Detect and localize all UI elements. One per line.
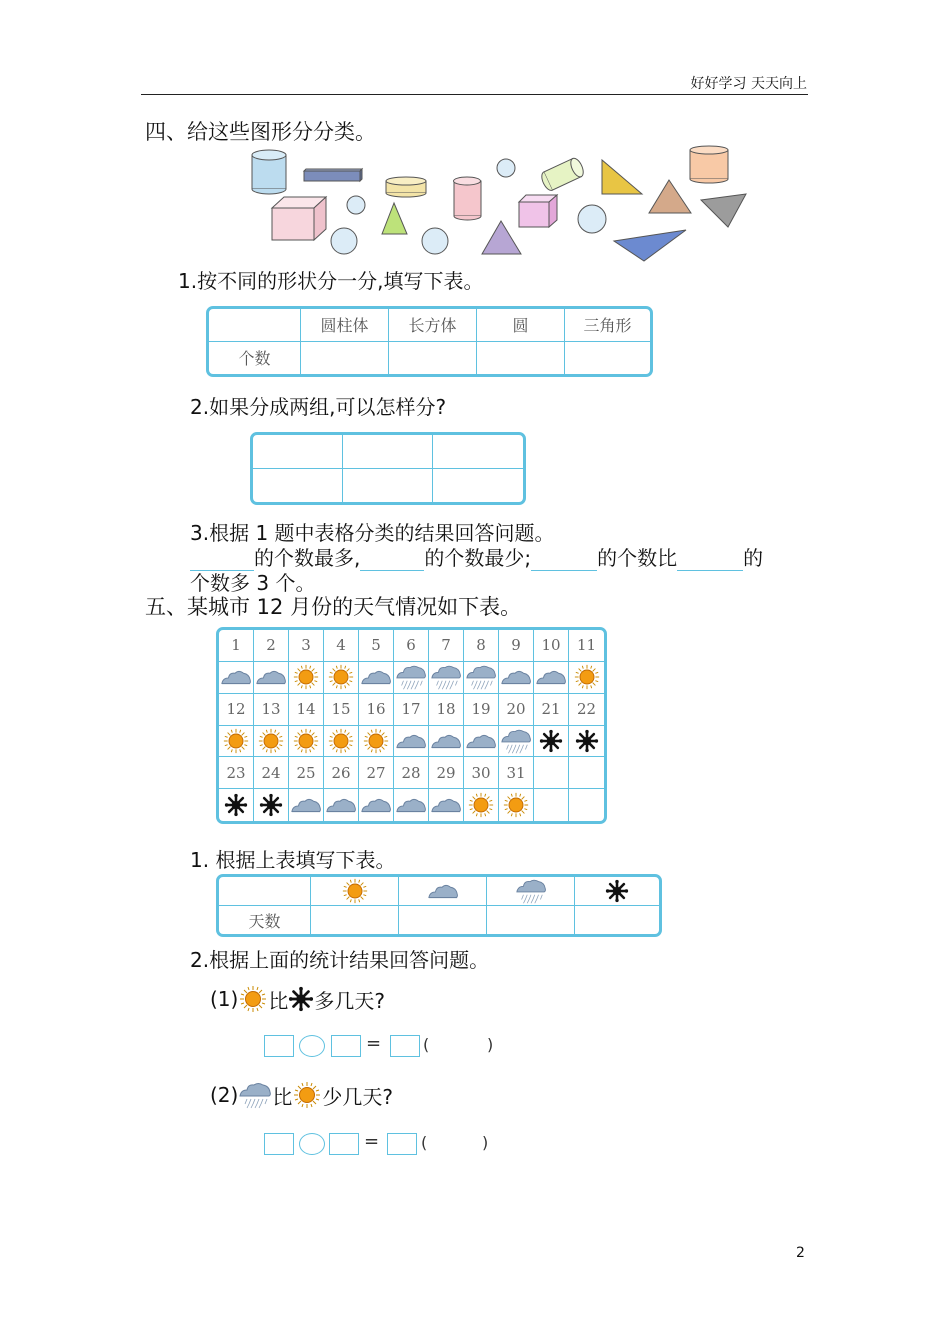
shapes-illustration bbox=[245, 143, 755, 265]
cloudy-icon bbox=[500, 666, 532, 688]
calendar-weather-cell bbox=[219, 662, 254, 694]
weather-count-table bbox=[216, 874, 662, 937]
calendar-weather-cell bbox=[394, 726, 429, 758]
cloudy-icon bbox=[535, 666, 567, 688]
answer-cell[interactable] bbox=[575, 906, 659, 934]
triangle-shape bbox=[602, 160, 642, 194]
calendar-date-cell: 30 bbox=[464, 757, 499, 789]
rainy-icon bbox=[395, 664, 427, 690]
calendar-weather-cell bbox=[464, 662, 499, 694]
paren-open: ( bbox=[421, 1133, 428, 1152]
question-5-title: 五、某城市 12 月份的天气情况如下表。 bbox=[145, 595, 522, 619]
q4-sub3-line2: 个数多 3 个。 bbox=[190, 571, 316, 595]
calendar-date-cell: 22 bbox=[569, 694, 604, 726]
fill-text: 的个数比 bbox=[597, 546, 678, 570]
snowy-icon bbox=[605, 879, 629, 903]
answer-blank[interactable] bbox=[531, 549, 597, 571]
calendar-weather-cell bbox=[429, 789, 464, 821]
grouping-table bbox=[250, 432, 526, 505]
table-header-snowy bbox=[575, 877, 659, 906]
compare-word: 比 bbox=[272, 1084, 293, 1109]
calendar-date-cell: 3 bbox=[289, 630, 324, 662]
triangle-shape bbox=[614, 230, 686, 261]
calendar-date-cell: 13 bbox=[254, 694, 289, 726]
question-number: (1) bbox=[210, 987, 239, 1011]
calendar-weather-cell bbox=[534, 789, 569, 821]
table-header-cell bbox=[209, 309, 301, 342]
calendar-date-cell: 18 bbox=[429, 694, 464, 726]
paren-close: ) bbox=[482, 1133, 489, 1152]
calendar-date-cell: 1 bbox=[219, 630, 254, 662]
sunny-icon bbox=[222, 727, 250, 755]
calendar-weather-cell bbox=[499, 662, 534, 694]
compare-word: 比 bbox=[268, 988, 289, 1013]
paren-open: ( bbox=[423, 1035, 430, 1054]
sunny-icon bbox=[292, 663, 320, 691]
calendar-date-cell: 4 bbox=[324, 630, 359, 662]
calendar-date-cell: 24 bbox=[254, 757, 289, 789]
calendar-weather-cell bbox=[324, 789, 359, 821]
calendar-date-cell: 26 bbox=[324, 757, 359, 789]
calendar-weather-cell bbox=[254, 662, 289, 694]
equation-box[interactable] bbox=[329, 1133, 359, 1155]
sunny-icon bbox=[327, 727, 355, 755]
calendar-date-cell: 28 bbox=[394, 757, 429, 789]
calendar-weather-cell bbox=[569, 662, 604, 694]
equation-box[interactable] bbox=[264, 1035, 294, 1057]
equation-box[interactable] bbox=[264, 1133, 294, 1155]
sunny-icon bbox=[327, 663, 355, 691]
snowy-icon bbox=[224, 793, 248, 817]
calendar-date-cell: 21 bbox=[534, 694, 569, 726]
calendar-weather-cell bbox=[359, 726, 394, 758]
fill-text: 的个数最多, bbox=[254, 546, 361, 570]
calendar-date-cell: 31 bbox=[499, 757, 534, 789]
calendar-date-cell: 9 bbox=[499, 630, 534, 662]
q5-question-1 bbox=[210, 984, 385, 1014]
calendar-date-cell: 11 bbox=[569, 630, 604, 662]
calendar-date-cell: 19 bbox=[464, 694, 499, 726]
table-header-circle: 圆 bbox=[477, 309, 565, 342]
cloudy-icon bbox=[395, 730, 427, 752]
calendar-weather-cell bbox=[394, 662, 429, 694]
answer-cell[interactable] bbox=[253, 469, 343, 503]
q4-sub2: 2.如果分成两组,可以怎样分? bbox=[190, 395, 447, 419]
calendar-weather-cell bbox=[464, 789, 499, 821]
table-row-label: 个数 bbox=[209, 342, 301, 375]
calendar-weather-cell bbox=[219, 726, 254, 758]
calendar-weather-cell bbox=[324, 662, 359, 694]
cloudy-icon bbox=[395, 794, 427, 816]
table-header-sunny bbox=[311, 877, 399, 906]
calendar-date-cell: 15 bbox=[324, 694, 359, 726]
calendar-weather-cell bbox=[429, 726, 464, 758]
rainy-icon bbox=[500, 728, 532, 754]
answer-cell[interactable] bbox=[433, 469, 523, 503]
operator-oval[interactable] bbox=[299, 1133, 325, 1155]
calendar-date-cell: 27 bbox=[359, 757, 394, 789]
equals-sign: = bbox=[364, 1131, 380, 1152]
snowy-icon bbox=[288, 986, 314, 1012]
calendar-date-cell: 6 bbox=[394, 630, 429, 662]
calendar-weather-cell bbox=[534, 726, 569, 758]
snowy-icon bbox=[259, 793, 283, 817]
equals-sign: = bbox=[366, 1033, 382, 1054]
answer-cell[interactable] bbox=[311, 906, 399, 934]
table-row-label: 天数 bbox=[219, 906, 311, 934]
calendar-weather-cell bbox=[534, 662, 569, 694]
answer-cell[interactable] bbox=[399, 906, 487, 934]
sunny-icon bbox=[292, 727, 320, 755]
q5-sub1: 1. 根据上表填写下表。 bbox=[190, 848, 396, 872]
calendar-date-cell: 7 bbox=[429, 630, 464, 662]
cylinder-shape bbox=[539, 156, 586, 192]
calendar-date-cell bbox=[534, 757, 569, 789]
table-header-rainy bbox=[487, 877, 575, 906]
circle-shape bbox=[578, 205, 606, 233]
triangle-shape bbox=[649, 180, 691, 213]
calendar-weather-cell bbox=[569, 789, 604, 821]
calendar-weather-cell bbox=[289, 789, 324, 821]
circle-shape bbox=[422, 228, 448, 254]
calendar-weather-cell bbox=[499, 789, 534, 821]
calendar-weather-cell bbox=[289, 726, 324, 758]
answer-cell[interactable] bbox=[477, 342, 565, 375]
answer-blank[interactable] bbox=[677, 549, 743, 571]
fill-text: 的 bbox=[743, 546, 764, 570]
answer-cell[interactable] bbox=[343, 469, 433, 503]
answer-cell[interactable] bbox=[253, 435, 343, 469]
question-tail: 少几天? bbox=[322, 1084, 393, 1109]
shape-count-table bbox=[206, 306, 653, 377]
cylinder-shape bbox=[252, 150, 286, 194]
sunny-icon bbox=[467, 791, 495, 819]
table-header-cuboid: 长方体 bbox=[389, 309, 477, 342]
calendar-date-cell: 14 bbox=[289, 694, 324, 726]
triangle-shape bbox=[382, 203, 407, 234]
circle-shape bbox=[347, 196, 365, 214]
calendar-date-cell: 29 bbox=[429, 757, 464, 789]
calendar-date-cell: 23 bbox=[219, 757, 254, 789]
answer-cell[interactable] bbox=[565, 342, 650, 375]
question-4-title: 四、给这些图形分分类。 bbox=[145, 120, 376, 144]
q4-sub1: 1.按不同的形状分一分,填写下表。 bbox=[178, 269, 484, 293]
sunny-icon bbox=[257, 727, 285, 755]
cloudy-icon bbox=[430, 730, 462, 752]
cuboid-shape bbox=[272, 197, 326, 240]
cylinder-shape bbox=[454, 177, 482, 220]
snowy-icon bbox=[575, 729, 599, 753]
q5-sub2: 2.根据上面的统计结果回答问题。 bbox=[190, 948, 490, 972]
question-tail: 多几天? bbox=[314, 988, 385, 1013]
calendar-date-cell: 10 bbox=[534, 630, 569, 662]
cloudy-icon bbox=[220, 666, 252, 688]
cloudy-icon bbox=[430, 794, 462, 816]
equation-box[interactable] bbox=[387, 1133, 417, 1155]
sunny-icon bbox=[341, 877, 369, 905]
calendar-weather-cell bbox=[289, 662, 324, 694]
page-number: 2 bbox=[796, 1245, 805, 1261]
snowy-icon bbox=[539, 729, 563, 753]
sunny-icon bbox=[502, 791, 530, 819]
header-divider bbox=[141, 94, 808, 95]
calendar-date-cell: 2 bbox=[254, 630, 289, 662]
q5-question-2 bbox=[210, 1080, 393, 1110]
fill-text: 的个数最少; bbox=[424, 546, 532, 570]
calendar-weather-cell bbox=[394, 789, 429, 821]
calendar-weather-cell bbox=[499, 726, 534, 758]
answer-cell[interactable] bbox=[389, 342, 477, 375]
triangle-shape bbox=[482, 221, 521, 254]
header-motto: 好好学习 天天向上 bbox=[690, 76, 807, 92]
table-header-cell bbox=[219, 877, 311, 906]
cloudy-icon bbox=[325, 794, 357, 816]
calendar-date-cell: 8 bbox=[464, 630, 499, 662]
table-header-cylinder: 圆柱体 bbox=[301, 309, 389, 342]
rainy-icon bbox=[465, 664, 497, 690]
calendar-date-cell bbox=[569, 757, 604, 789]
calendar-date-cell: 17 bbox=[394, 694, 429, 726]
calendar-weather-cell bbox=[359, 662, 394, 694]
cloudy-icon bbox=[290, 794, 322, 816]
answer-cell[interactable] bbox=[301, 342, 389, 375]
cloudy-icon bbox=[465, 730, 497, 752]
rainy-icon bbox=[430, 664, 462, 690]
answer-blank[interactable] bbox=[360, 549, 424, 571]
calendar-date-cell: 16 bbox=[359, 694, 394, 726]
calendar-weather-cell bbox=[324, 726, 359, 758]
cloudy-icon bbox=[360, 666, 392, 688]
cylinder-shape bbox=[386, 177, 426, 197]
calendar-date-cell: 12 bbox=[219, 694, 254, 726]
sunny-icon bbox=[292, 1080, 322, 1110]
answer-cell[interactable] bbox=[433, 435, 523, 469]
equation-box[interactable] bbox=[331, 1035, 361, 1057]
calendar-date-cell: 25 bbox=[289, 757, 324, 789]
calendar-weather-cell bbox=[429, 662, 464, 694]
weather-calendar bbox=[216, 627, 607, 824]
calendar-weather-cell bbox=[569, 726, 604, 758]
calendar-date-cell: 20 bbox=[499, 694, 534, 726]
calendar-weather-cell bbox=[464, 726, 499, 758]
cylinder-shape bbox=[690, 146, 728, 183]
sunny-icon bbox=[573, 663, 601, 691]
calendar-weather-cell bbox=[359, 789, 394, 821]
operator-oval[interactable] bbox=[299, 1035, 325, 1057]
cloudy-icon bbox=[360, 794, 392, 816]
equation-box[interactable] bbox=[390, 1035, 420, 1057]
table-header-triangle: 三角形 bbox=[565, 309, 650, 342]
answer-cell[interactable] bbox=[487, 906, 575, 934]
answer-cell[interactable] bbox=[343, 435, 433, 469]
question-number: (2) bbox=[210, 1083, 239, 1107]
cloudy-icon bbox=[427, 880, 459, 902]
calendar-weather-cell bbox=[219, 789, 254, 821]
q4-sub3: 3.根据 1 题中表格分类的结果回答问题。 bbox=[190, 521, 555, 545]
table-header-cloudy bbox=[399, 877, 487, 906]
calendar-weather-cell bbox=[254, 789, 289, 821]
circle-shape bbox=[497, 159, 515, 177]
cloudy-icon bbox=[255, 666, 287, 688]
rainy-icon bbox=[515, 878, 547, 904]
circle-shape bbox=[331, 228, 357, 254]
calendar-date-cell: 5 bbox=[359, 630, 394, 662]
cuboid-shape bbox=[304, 169, 362, 181]
cuboid-shape bbox=[519, 195, 557, 227]
calendar-weather-cell bbox=[254, 726, 289, 758]
sunny-icon bbox=[362, 727, 390, 755]
rainy-icon bbox=[238, 1081, 272, 1109]
triangle-shape bbox=[701, 194, 746, 227]
sunny-icon bbox=[238, 984, 268, 1014]
paren-close: ) bbox=[487, 1035, 494, 1054]
